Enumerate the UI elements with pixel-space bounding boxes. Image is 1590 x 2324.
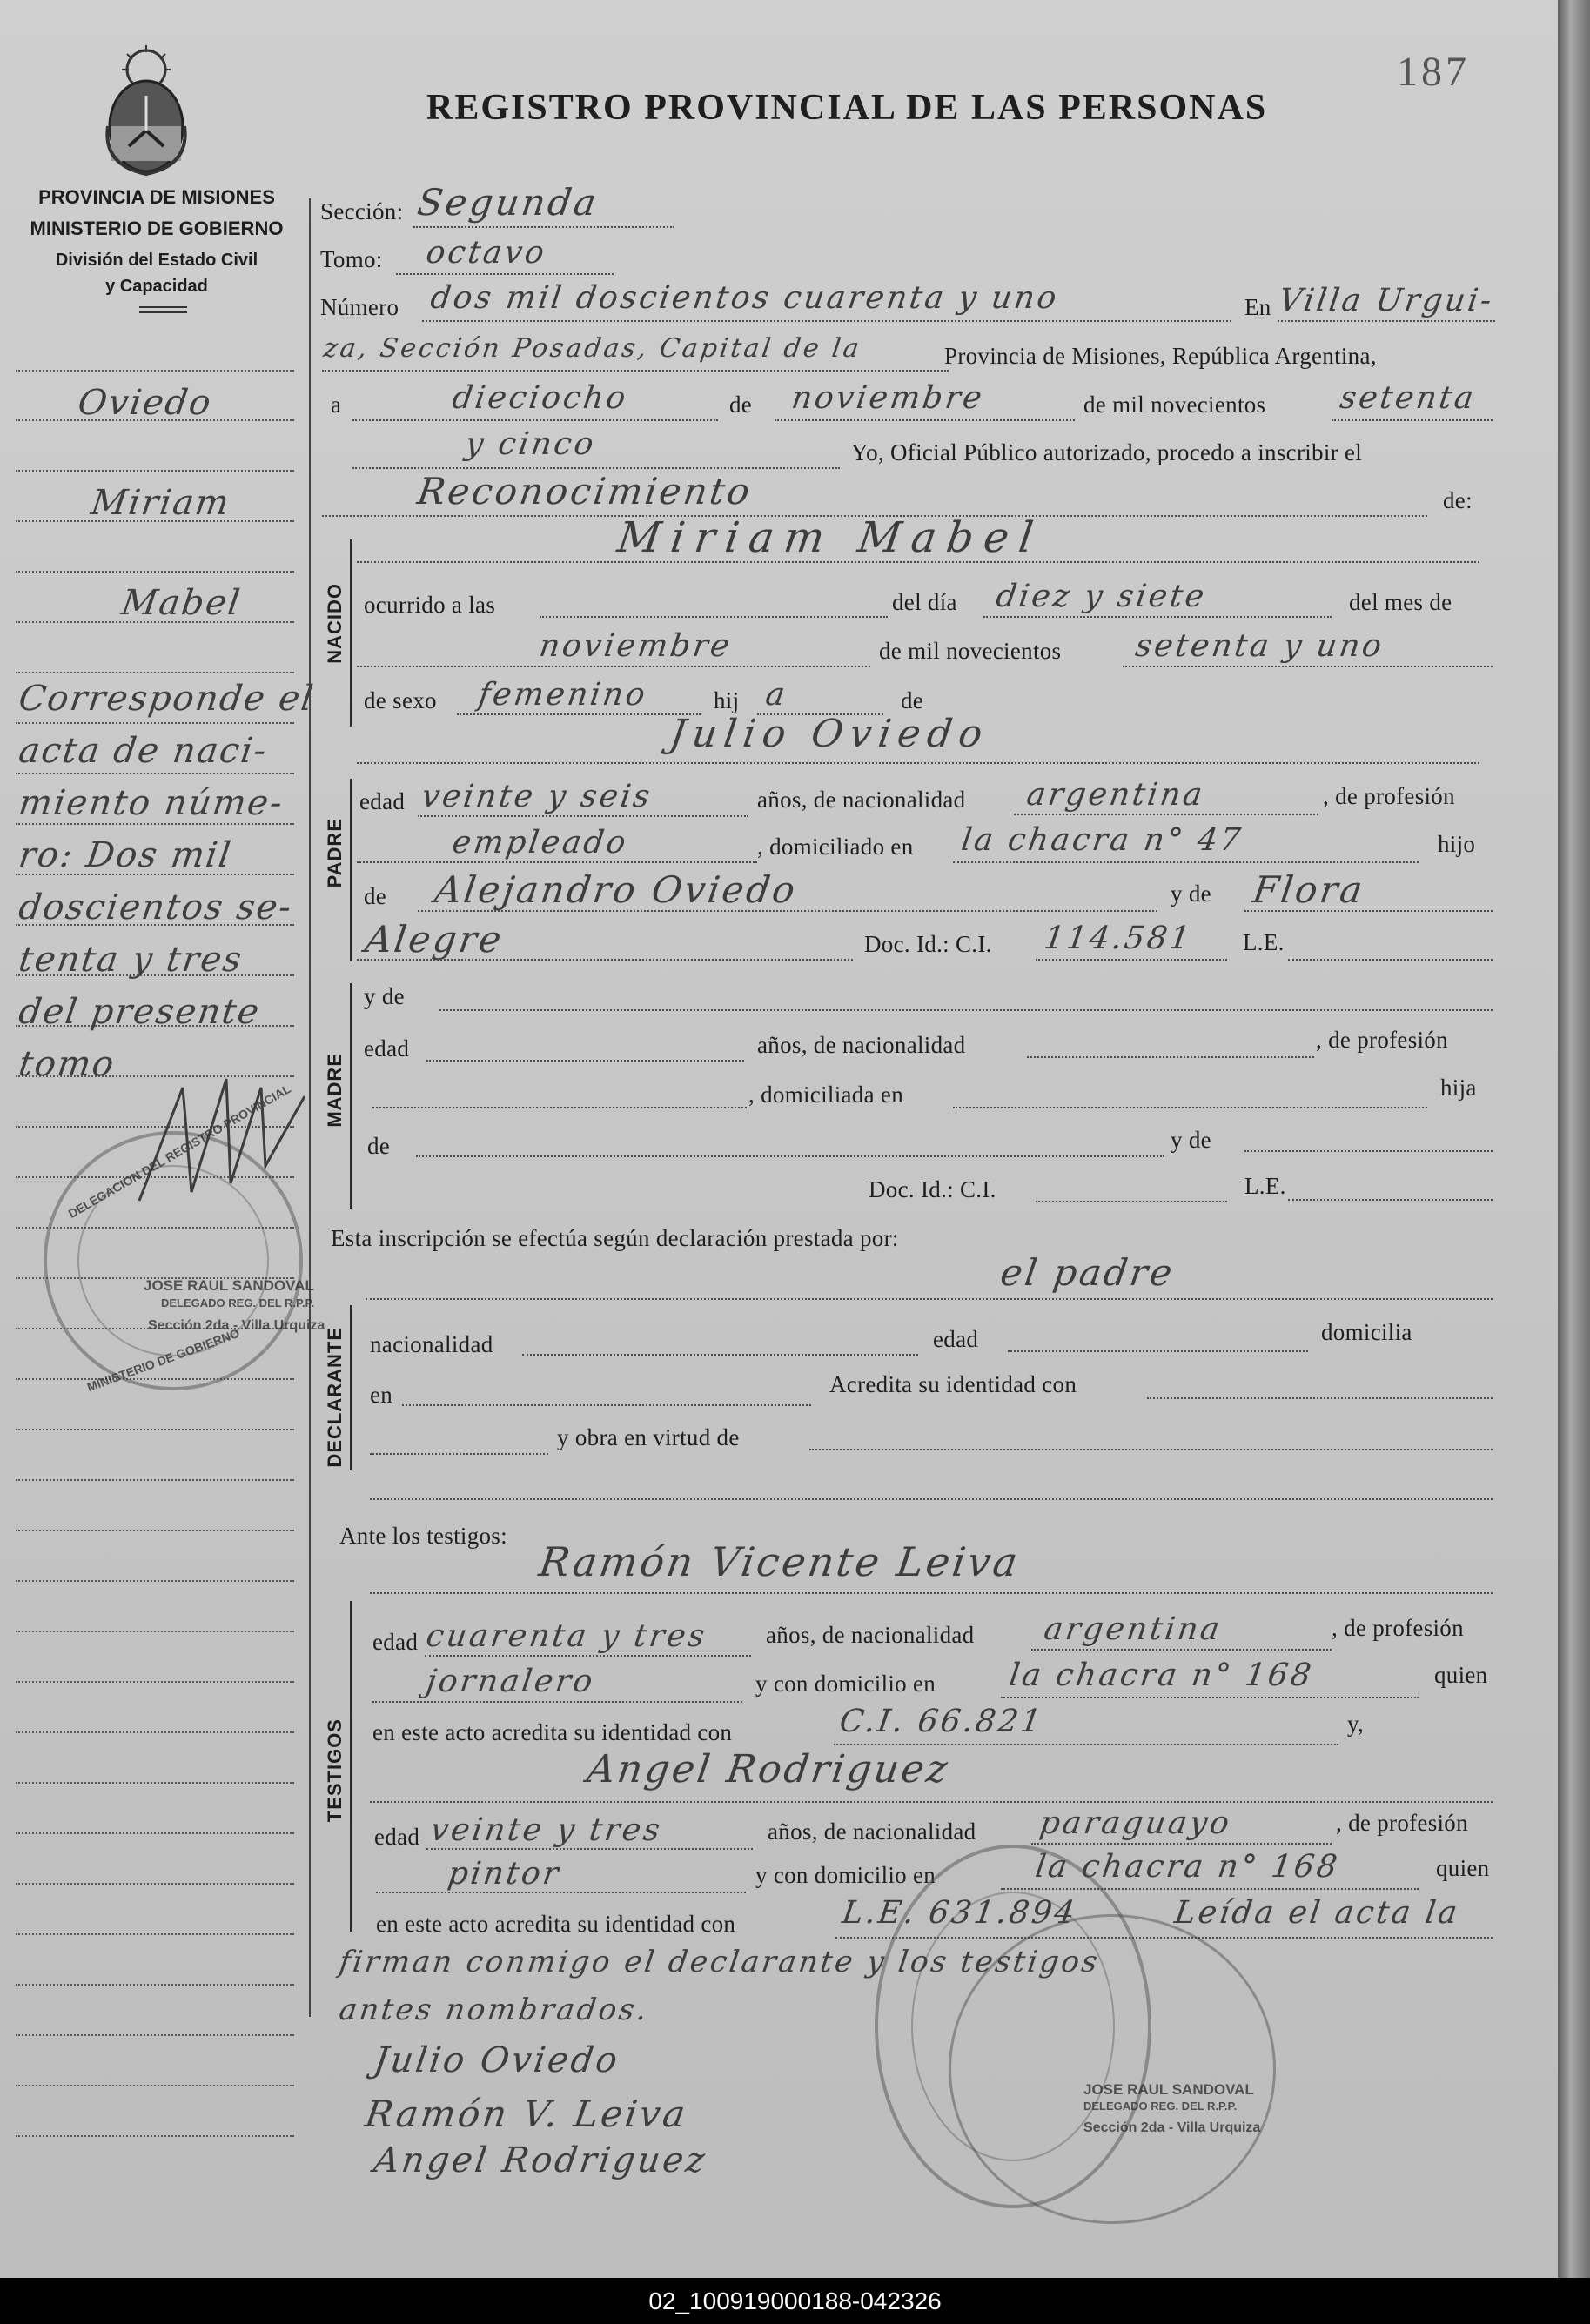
padre-edad-label: edad xyxy=(359,788,406,814)
madre-dom-label: , domiciliada en xyxy=(748,1082,903,1108)
en-line xyxy=(1278,320,1495,322)
w1-dom-label: y con domicilio en xyxy=(755,1671,936,1697)
madre-doc-line xyxy=(1036,1201,1227,1202)
margin-line xyxy=(16,1479,294,1481)
w2-prof-label: , de profesión xyxy=(1336,1810,1468,1836)
w2-prof-value: pintor xyxy=(446,1856,563,1892)
w1-dom-value: la chacra n° 168 xyxy=(1007,1658,1316,1693)
declarante-obra-pre-line xyxy=(370,1453,548,1455)
del-dia-value: diez y siete xyxy=(994,579,1210,614)
padre-prof-line xyxy=(357,861,757,863)
declarante-en-label: en xyxy=(370,1382,393,1408)
padre-doc-line xyxy=(1036,959,1227,961)
madre-edad-line xyxy=(426,1060,744,1062)
numero-line xyxy=(422,320,1231,322)
nacido-section-label: NACIDO xyxy=(324,583,346,664)
w2-edad-value: veinte y tres xyxy=(428,1812,665,1848)
w2-nac-label: años, de nacionalidad xyxy=(768,1818,976,1845)
margin-line xyxy=(16,1580,294,1582)
numero-label: Número xyxy=(320,294,399,320)
grandfather-name: Alejandro Oviedo xyxy=(432,868,801,911)
margin-note-line: Mabel xyxy=(118,583,245,623)
testigos-section-label: TESTIGOS xyxy=(324,1718,346,1823)
w2-acredita-label: en este acto acredita su identidad con xyxy=(376,1911,736,1937)
delegate-role-stamp: DELEGADO REG. DEL R.P.P. xyxy=(1083,2100,1238,2113)
padre-nac-line xyxy=(1014,814,1318,815)
madre-de-line xyxy=(416,1155,1164,1157)
page-edge xyxy=(1558,0,1590,2278)
w1-nac-value: argentina xyxy=(1042,1611,1224,1647)
padre-dom-label: , domiciliado en xyxy=(757,834,914,860)
witness-2-name: Angel Rodriguez xyxy=(584,1747,953,1792)
margin-line xyxy=(16,672,294,673)
signature-witness-1: Ramón V. Leiva xyxy=(362,2093,691,2135)
tomo-label: Tomo: xyxy=(320,246,383,272)
grandmother-line xyxy=(1244,910,1493,912)
margin-line xyxy=(16,2085,294,2086)
province-label: PROVINCIA DE MISIONES xyxy=(38,186,275,208)
ocurrido-label: ocurrido a las xyxy=(364,592,496,618)
madre-yde-label: y de xyxy=(364,983,405,1009)
w1-dom-line xyxy=(1001,1697,1419,1698)
page-number: 187 xyxy=(1397,49,1470,95)
division-underline xyxy=(139,306,187,308)
w1-id-line xyxy=(834,1744,1338,1745)
madre-le-label: L.E. xyxy=(1244,1173,1286,1199)
madre-hija-label: hija xyxy=(1440,1075,1477,1101)
seccion-label: Sección: xyxy=(320,198,404,224)
w2-edad-line xyxy=(426,1848,753,1850)
padre-nac-value: argentina xyxy=(1024,777,1207,813)
margin-line xyxy=(16,1429,294,1430)
margin-note-line: doscientos se- xyxy=(16,887,296,928)
madre-prof-label: , de profesión xyxy=(1316,1027,1448,1053)
month-value: noviembre xyxy=(789,380,987,416)
w1-edad-label: edad xyxy=(372,1629,419,1655)
grandmother-line-2 xyxy=(357,959,853,961)
padre-le-line xyxy=(1288,959,1493,961)
sexo-label: de sexo xyxy=(364,687,437,713)
day-line xyxy=(352,419,718,421)
en-label: En xyxy=(1244,294,1271,320)
w1-prof-value: jornalero xyxy=(424,1664,598,1699)
margin-note-line: Corresponde el xyxy=(16,679,318,719)
declarante-section-label: DECLARANTE xyxy=(324,1327,346,1468)
seal-ring-text: DELEGACION DEL REGISTRO PROVINCIAL xyxy=(65,1082,293,1221)
delegate-name-stamp: JOSE RAUL SANDOVAL xyxy=(144,1277,314,1294)
official-seal-right-2 xyxy=(949,1914,1276,2224)
w2-dom-label: y con domicilio en xyxy=(755,1862,936,1888)
a-label: a xyxy=(331,392,342,418)
margin-line xyxy=(16,1782,294,1784)
signature-padre: Julio Oviedo xyxy=(371,2040,622,2080)
w2-nac-line xyxy=(1031,1843,1332,1845)
w2-prof-line xyxy=(376,1892,746,1893)
padre-dom-line xyxy=(953,861,1419,863)
declarante-en-line xyxy=(402,1404,811,1406)
margin-line xyxy=(16,470,294,472)
del-mes-label: del mes de xyxy=(1349,589,1452,615)
hij-value: a xyxy=(763,677,790,713)
testigos-bar xyxy=(350,1601,352,1932)
w2-id-value: L.E. 631.894 xyxy=(840,1895,1080,1931)
delegate-section-stamp: Sección 2da - Villa Urquiza xyxy=(148,1318,325,1333)
witness-2-name-line xyxy=(370,1801,1493,1803)
margin-line xyxy=(16,1832,294,1834)
declarante-nac-line xyxy=(522,1354,918,1356)
w1-nac-label: años, de nacionalidad xyxy=(766,1622,975,1648)
margin-line xyxy=(16,722,294,724)
madre-nac-line xyxy=(1027,1056,1314,1058)
grandmother-name-2: Alegre xyxy=(362,918,507,961)
margin-note-line: ro: Dos mil xyxy=(16,835,235,875)
margin-line xyxy=(16,1883,294,1885)
w2-quien-label: quien xyxy=(1436,1855,1490,1881)
division-underline-2 xyxy=(139,311,187,313)
division-label: División del Estado Civil xyxy=(55,251,258,270)
w1-id-value: C.I. 66.821 xyxy=(837,1704,1046,1739)
de-label: de xyxy=(729,392,753,418)
numero-value: dos mil doscientos cuarenta y uno xyxy=(428,280,1062,316)
grandmother-name: Flora xyxy=(1250,868,1368,911)
w1-prof-label: , de profesión xyxy=(1332,1615,1464,1641)
padre-doc-value: 114.581 xyxy=(1042,921,1195,956)
declarante-edad-line xyxy=(1008,1350,1308,1352)
padre-edad-value: veinte y seis xyxy=(419,779,654,814)
margin-note-line: tomo xyxy=(16,1044,118,1084)
padre-doc-label: Doc. Id.: C.I. xyxy=(864,931,992,957)
w1-y-label: y, xyxy=(1347,1711,1365,1737)
w2-dom-value: la chacra n° 168 xyxy=(1033,1849,1342,1885)
madre-de-label: de xyxy=(367,1133,391,1159)
year-line-2 xyxy=(352,467,840,469)
ministry-label: MINISTERIO DE GOBIERNO xyxy=(30,218,284,239)
year-value-2: y cinco xyxy=(463,426,599,462)
province-text: Provincia de Misiones, República Argentina, xyxy=(944,343,1377,369)
padre-nac-label: años, de nacionalidad xyxy=(757,787,966,813)
margin-note-line: miento núme- xyxy=(16,783,286,823)
margin-line xyxy=(16,370,294,372)
padre-yde-label: y de xyxy=(1171,881,1211,907)
w1-prof-line xyxy=(372,1701,742,1703)
margin-note-line: Oviedo xyxy=(75,383,215,423)
year-value: setenta xyxy=(1338,380,1479,416)
margin-line xyxy=(16,2034,294,2036)
madre-yde2-label: y de xyxy=(1171,1127,1211,1153)
nacido-month-value: noviembre xyxy=(537,628,735,664)
declarante-extra-line xyxy=(370,1498,1493,1500)
registered-name: Miriam Mabel xyxy=(614,513,1047,562)
division-label-2: y Capacidad xyxy=(105,277,208,296)
w1-nac-line xyxy=(1031,1649,1332,1651)
madre-le-line xyxy=(1288,1199,1493,1201)
padre-section-label: PADRE xyxy=(324,818,346,888)
margin-line xyxy=(16,823,294,825)
delegate-name-stamp: JOSE RAUL SANDOVAL xyxy=(1083,2081,1254,2098)
w1-acredita-label: en este acto acredita su identidad con xyxy=(372,1719,733,1745)
mil-text: de mil novecientos xyxy=(1083,392,1266,418)
nacido-de-label: de xyxy=(901,687,924,713)
margin-note-line: acta de naci- xyxy=(16,731,271,771)
year-line xyxy=(1332,419,1493,421)
madre-prof-line xyxy=(372,1107,747,1108)
ocurrido-line xyxy=(540,616,888,618)
margin-line xyxy=(16,773,294,774)
padre-prof-label: , de profesión xyxy=(1323,783,1455,809)
padre-bar xyxy=(350,779,352,961)
declarante-acredita-line xyxy=(1147,1397,1493,1399)
hij-label: hij xyxy=(714,687,740,713)
madre-section-label: MADRE xyxy=(324,1053,346,1128)
seal-ring-text-2: MINISTERIO DE GOBIERNO xyxy=(84,1325,242,1395)
place-line2-line xyxy=(322,370,949,372)
w2-edad-label: edad xyxy=(374,1824,420,1850)
witness-1-name: Ramón Vicente Leiva xyxy=(536,1538,1023,1585)
declarante-obra-line xyxy=(809,1449,1493,1450)
padre-le-label: L.E. xyxy=(1243,929,1285,955)
declarante-acredita-label: Acredita su identidad con xyxy=(829,1371,1077,1397)
seccion-value: Segunda xyxy=(414,181,601,224)
madre-nac-label: años, de nacionalidad xyxy=(757,1032,966,1058)
padre-hijo-label: hijo xyxy=(1438,831,1476,857)
margin-line xyxy=(16,1530,294,1531)
del-dia-label: del día xyxy=(892,589,957,615)
acto-value: Reconocimiento xyxy=(414,470,755,512)
declarante-dom-label: domicilia xyxy=(1321,1319,1412,1345)
margin-line xyxy=(16,1933,294,1935)
w1-quien-label: quien xyxy=(1434,1662,1488,1688)
margin-line xyxy=(16,1731,294,1733)
declarante-obra-label: y obra en virtud de xyxy=(557,1424,740,1450)
sexo-line xyxy=(457,713,701,715)
declarante-bar xyxy=(350,1305,352,1470)
closing-text-1: Leída el acta la xyxy=(1172,1895,1462,1931)
grandfather-line xyxy=(418,910,1157,912)
de-colon-label: de: xyxy=(1443,487,1473,513)
padre-de-label: de xyxy=(364,883,387,909)
delegate-section-stamp: Sección 2da - Villa Urquiza xyxy=(1083,2120,1261,2135)
declarante-by-value: el padre xyxy=(997,1251,1177,1294)
madre-edad-label: edad xyxy=(364,1035,410,1062)
month-line xyxy=(775,419,1075,421)
w1-edad-line xyxy=(425,1655,751,1657)
del-dia-line xyxy=(983,616,1332,618)
margin-note-line: del presente xyxy=(16,992,264,1032)
nacido-bar xyxy=(350,539,352,727)
seccion-line xyxy=(413,226,674,228)
tomo-line xyxy=(396,273,614,275)
name-line xyxy=(357,561,1479,563)
margin-note-line: tenta y tres xyxy=(16,940,246,980)
delegate-role-stamp: DELEGADO REG. DEL R.P.P. xyxy=(161,1296,315,1309)
testigos-intro: Ante los testigos: xyxy=(339,1523,507,1549)
margin-line xyxy=(16,571,294,573)
signature-witness-2: Angel Rodriguez xyxy=(371,2140,710,2180)
document-title: REGISTRO PROVINCIAL DE LAS PERSONAS xyxy=(426,88,1268,128)
madre-yde-line xyxy=(439,1009,1493,1011)
sexo-value: femenino xyxy=(476,677,650,713)
nacido-month-line xyxy=(357,666,870,667)
declarante-edad-label: edad xyxy=(933,1326,979,1352)
madre-bar xyxy=(350,983,352,1209)
father-name: Julio Oviedo xyxy=(667,712,992,756)
nacido-mil-label: de mil novecientos xyxy=(879,638,1062,664)
yo-text: Yo, Oficial Público autorizado, procedo a inscribir el xyxy=(851,439,1363,465)
margin-line xyxy=(16,1984,294,1986)
margin-note-line: Miriam xyxy=(88,483,233,523)
madre-dom-line xyxy=(953,1107,1427,1108)
margin-line xyxy=(16,1631,294,1632)
margin-line xyxy=(16,1681,294,1683)
day-value: dieciocho xyxy=(450,380,631,416)
declarante-intro: Esta inscripción se efectúa según declaración prestada por: xyxy=(331,1225,899,1251)
place-line2: za, Sección Posadas, Capital de la xyxy=(321,333,864,364)
margin-line xyxy=(16,2135,294,2137)
w1-edad-value: cuarenta y tres xyxy=(424,1618,710,1654)
closing-text-2: firman conmigo el declarante y los testigos xyxy=(337,1945,1103,1979)
madre-doc-label: Doc. Id.: C.I. xyxy=(869,1176,996,1202)
en-value: Villa Urgui- xyxy=(1277,283,1497,318)
padre-prof-value: empleado xyxy=(450,825,631,861)
madre-yde2-line xyxy=(1244,1150,1493,1152)
declarante-nac-label: nacionalidad xyxy=(370,1331,493,1357)
parent-line xyxy=(357,762,1479,764)
nacido-year-line xyxy=(1123,666,1493,667)
coat-of-arms-icon xyxy=(94,44,198,178)
nacido-year-value: setenta y uno xyxy=(1133,628,1386,664)
declarante-by-line xyxy=(366,1298,1493,1300)
seal-signature-scribble-icon xyxy=(131,1062,322,1209)
w2-nac-value: paraguayo xyxy=(1037,1805,1234,1841)
padre-dom-value: la chacra n° 47 xyxy=(959,822,1245,858)
closing-text-3: antes nombrados. xyxy=(337,1992,652,2027)
tomo-value: octavo xyxy=(424,235,549,271)
padre-edad-line xyxy=(418,815,748,817)
witness-1-name-line xyxy=(370,1592,1493,1594)
scan-id-footer: 02_100919000188-042326 xyxy=(0,2278,1590,2324)
